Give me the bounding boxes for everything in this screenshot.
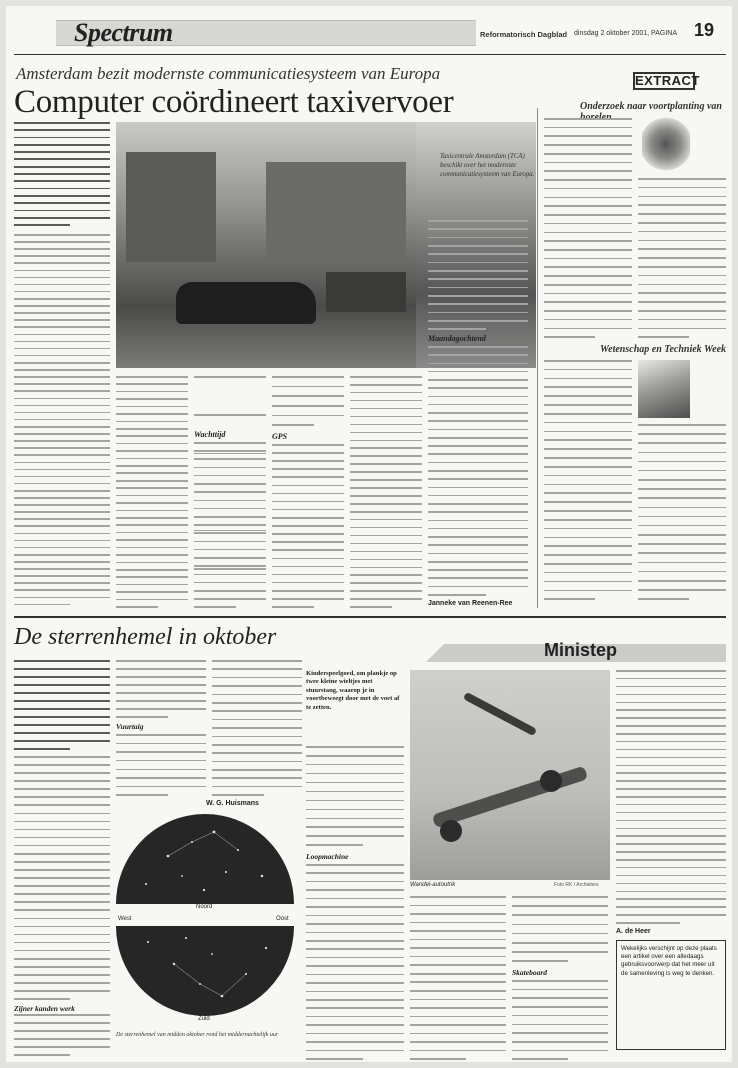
stars-subhead-1: Vuurtaig <box>116 722 144 731</box>
taxi-street-photo <box>116 122 416 368</box>
stars-headline: De sterrenhemel in oktober <box>14 624 277 650</box>
body-column-4b <box>272 444 344 608</box>
ministep-author: A. de Heer <box>616 928 651 935</box>
stars-col-3 <box>212 660 302 796</box>
insect-illustration <box>642 116 690 172</box>
body-column-1 <box>14 234 110 606</box>
compass-east: Oost <box>276 916 289 922</box>
compass-south: Zuid <box>198 1016 210 1022</box>
article-headline: Computer coördineert taxivervoer <box>14 84 454 120</box>
header-rule <box>14 54 726 55</box>
section-title: Spectrum <box>74 18 173 47</box>
compass-west: West <box>118 916 132 922</box>
star-dots <box>116 814 294 1016</box>
ministep-lead: Kinderspeelgoed, om plankje op twee kleine wieltjes met stuurstang, waarop je in voortbeweegt door met de voet af te zetten. <box>306 670 400 711</box>
subhead-maandag: Maandagochtend <box>428 334 486 343</box>
ministep-col-4 <box>616 670 726 924</box>
ministep-col-3 <box>512 896 608 962</box>
newspaper-page <box>6 6 732 1062</box>
stars-col-1 <box>14 756 110 1000</box>
stars-col-1b <box>14 1014 110 1056</box>
scientist-photo <box>638 360 690 418</box>
ministep-photo <box>410 670 610 880</box>
extract-text-d <box>638 424 726 600</box>
extract-badge: EXTRACT <box>635 73 700 88</box>
body-column-3b <box>194 442 266 608</box>
ministep-col-1b <box>306 864 404 1060</box>
ministep-title: Ministep <box>544 640 618 660</box>
ministep-subhead-1: Loopmachine <box>306 852 349 861</box>
article-author: Janneke van Reenen-Ree <box>428 600 513 607</box>
ministep-photo-caption: Wandel-autoutrik <box>410 882 456 888</box>
extract-text-c <box>544 360 632 600</box>
info-box-text: Wekelijks verschijnt op deze plaats een artikel over een alledaags gebruiksvoorwerp dat het meer uit de samenleving is weg te denken. <box>621 945 717 977</box>
star-map-caption: De sterrenhemel van midden oktober rond het middernachtelijk uur <box>116 1032 279 1038</box>
stars-author: W. G. Huismans <box>206 800 259 807</box>
stars-subhead-2: Zijner kanden werk <box>14 1004 75 1013</box>
body-column-2 <box>116 376 188 608</box>
scooter-deck <box>432 766 588 829</box>
lead-paragraph <box>14 122 110 226</box>
stars-lead <box>14 660 110 750</box>
page-number: 19 <box>694 20 715 40</box>
section-rule <box>14 616 726 618</box>
photo-credit: Foto RK / Archiebes <box>554 882 599 888</box>
extract-title-2: Wetenschap en Techniek Week <box>600 344 727 355</box>
extract-title-1: Onderzoek naar voortplanting van <box>580 101 722 112</box>
compass-north: Noord <box>196 904 213 910</box>
ministep-info-box <box>616 940 726 1050</box>
scooter-wheel-1 <box>540 770 562 792</box>
ministep-col-1 <box>306 746 404 846</box>
photo-caption: Taxicentrale Amsterdam (TCA) beschikt over het modernste communicatiesysteem van Europa. <box>440 153 535 178</box>
extract-text-b <box>638 178 726 338</box>
body-column-6b <box>428 346 528 596</box>
extract-divider <box>537 108 538 608</box>
stars-col-2 <box>116 660 206 718</box>
issue-date: dinsdag 2 oktober 2001, PAGINA <box>574 30 677 37</box>
article-kicker: Amsterdam bezit modernste communicatiesysteem van Europa <box>16 64 441 83</box>
extract-text-a <box>544 118 632 338</box>
building-left <box>126 152 216 262</box>
ministep-col-3b <box>512 980 608 1060</box>
ministep-col-2 <box>410 896 506 1060</box>
taxi-car <box>176 282 316 324</box>
scooter-handle <box>463 692 537 737</box>
tram <box>326 272 406 312</box>
ministep-subhead-2: Skateboard <box>512 968 548 977</box>
building-right <box>266 162 406 262</box>
stars-col-2b <box>116 734 206 796</box>
scooter-wheel-2 <box>440 820 462 842</box>
body-column-5 <box>350 376 422 608</box>
paper-name: Reformatorisch Dagblad <box>480 30 568 39</box>
body-column-4 <box>272 376 344 426</box>
subhead-gps: GPS <box>272 432 288 441</box>
subhead-wachttijd: Wachttijd <box>194 430 226 439</box>
body-column-6 <box>428 220 528 330</box>
